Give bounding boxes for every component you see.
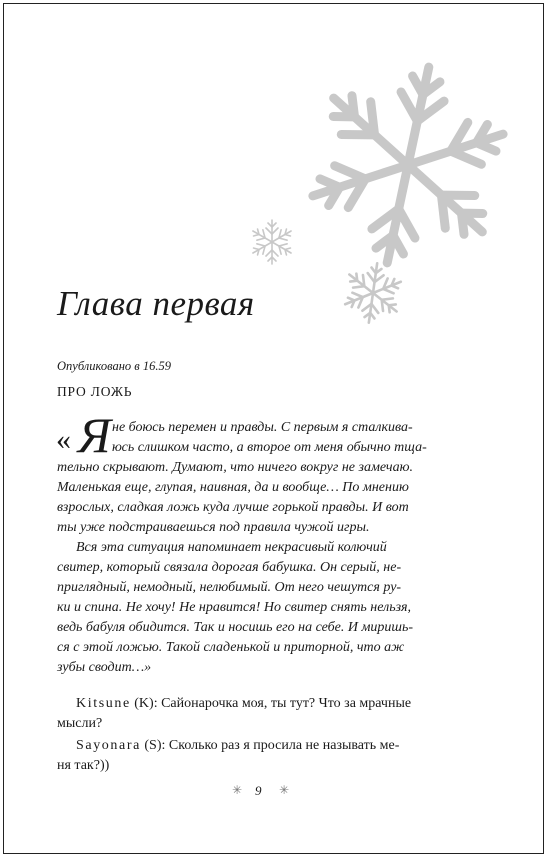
chat-nick: Kitsune (76, 696, 131, 711)
chat-message-continuation: мысли? (57, 716, 103, 731)
quote-line: взрослых, сладкая ложь куда лучше горькой правды. И вот (57, 500, 409, 515)
published-time: Опубликовано в 16.59 (57, 359, 171, 373)
quote-line: зубы сводит…» (57, 660, 152, 675)
chat-message-sayonara (76, 736, 399, 756)
quote-line: юсь слишком часто, а второе от меня обычно тща- (112, 440, 427, 455)
snowflake-large-icon (292, 47, 525, 283)
dropcap-letter: Я (78, 407, 111, 463)
quote-line: ведь бабуля обидится. Так и носишь его на себе. И миришь- (57, 620, 414, 635)
snowflake-medium-icon (339, 259, 407, 327)
star-icon: ✳ (232, 783, 243, 797)
star-icon: ✳ (279, 783, 290, 797)
quote-line: ты уже подстраиваешься под правила чужой игры. (57, 520, 370, 535)
snowflake-small-icon (250, 220, 294, 264)
quote-open-mark: « (56, 423, 71, 456)
page-number: 9 (255, 783, 262, 798)
quote-line: приглядный, немодный, нелюбимый. От него чешутся ру- (57, 580, 402, 595)
chat-message-kitsune (76, 694, 411, 714)
chat-nick: Sayonara (76, 738, 141, 753)
quote-line: Маленькая еще, глупая, наивная, да и вообще… По мнению (57, 480, 409, 495)
quote-line: свитер, который связала дорогая бабушка. Он серый, не- (57, 560, 402, 575)
quote-line: не боюсь перемен и правды. С первым я сталкива- (112, 420, 413, 435)
chat-text: (K): Сайонарочка моя, ты тут? Что за мрачные (130, 696, 412, 711)
section-title: ПРО ЛОЖЬ (57, 384, 133, 399)
quote-line: ки и спина. Не хочу! Не нравится! Но свитер снять нельзя, (57, 600, 412, 615)
quote-line: Вся эта ситуация напоминает некрасивый колючий (76, 540, 387, 555)
quote-line: тельно скрывают. Думают, что ничего вокруг не замечаю. (57, 460, 413, 475)
chat-text: (S): Сколько раз я просила не называть ме- (140, 738, 400, 753)
quote-line: ся с этой ложью. Такой сладенькой и приторной, что аж (57, 640, 405, 655)
chapter-title: Глава первая (57, 284, 255, 323)
chat-message-continuation: ня так?)) (57, 758, 110, 773)
